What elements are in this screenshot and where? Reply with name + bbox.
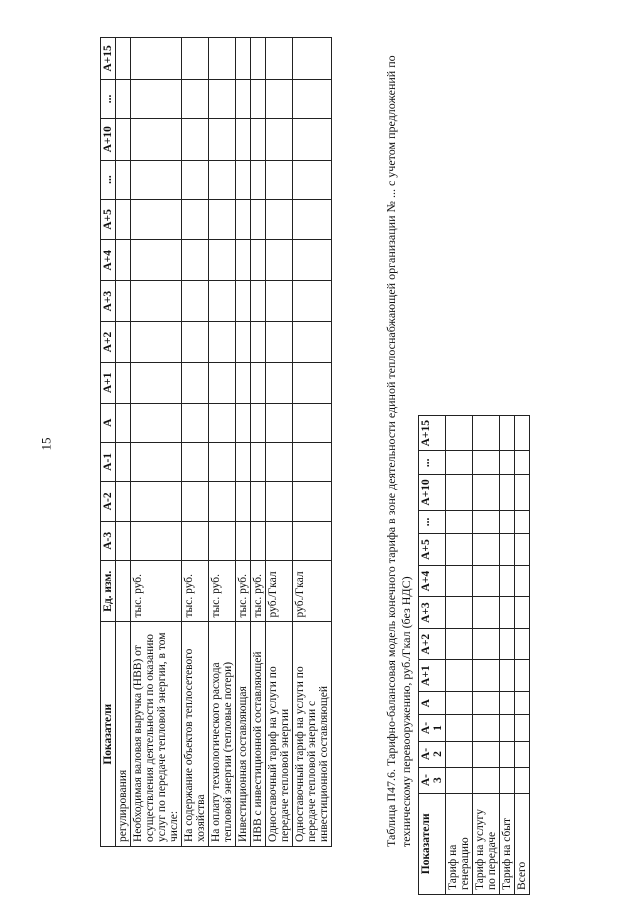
value-cell [473,628,500,660]
value-cell [515,660,530,692]
table-row [182,38,209,847]
value-cell [209,442,236,481]
tariff-table [100,37,332,847]
header-cell: A+10 [101,118,116,160]
value-cell [266,118,293,160]
value-cell [131,199,182,240]
value-cell [446,451,473,475]
value-cell [266,38,293,80]
value-cell [182,521,209,560]
value-cell [182,482,209,521]
unit-cell: руб./Гкал [266,561,293,622]
value-cell [500,691,515,715]
value-cell [251,118,266,160]
value-cell [251,79,266,118]
value-cell [182,160,209,199]
value-cell [182,240,209,281]
value-cell [236,442,251,481]
value-cell [500,767,515,793]
header-cell: A+3 [419,597,446,629]
header-cell: A+1 [101,362,116,403]
value-cell [236,38,251,80]
value-cell [251,160,266,199]
header-cell: A+5 [101,199,116,240]
table-header-row [101,38,116,847]
value-cell [209,322,236,363]
header-cell: A-1 [419,715,446,741]
header-cell: A [101,403,116,442]
value-cell [266,240,293,281]
value-cell [473,660,500,692]
value-cell [515,416,530,451]
indicator-cell: На оплату технологического расхода тепловой энергии (тепловые потери) [209,622,236,847]
value-cell [209,79,236,118]
indicator-cell: Тариф на генерацию [446,793,473,894]
value-cell [251,442,266,481]
value-cell [473,510,500,534]
value-cell [515,628,530,660]
value-cell [209,521,236,560]
value-cell [266,79,293,118]
value-cell [500,715,515,741]
table-row [116,38,131,847]
indicator-cell: На содержание объектов теплосетевого хозяйства [182,622,209,847]
indicator-cell: Инвестиционная составляющая [236,622,251,847]
value-cell [293,482,332,521]
table-row [236,38,251,847]
value-cell [515,715,530,741]
value-cell [236,240,251,281]
indicator-cell: Необходимая валовая выручка (НВВ) от осуществления деятельности по оказанию услуг по передаче тепловой энергии, в том числе: [131,622,182,847]
value-cell [236,281,251,322]
value-cell [182,322,209,363]
value-cell [446,691,473,715]
value-cell [293,322,332,363]
value-cell [182,442,209,481]
value-cell [251,199,266,240]
value-cell [116,160,131,199]
value-cell [209,482,236,521]
value-cell [293,442,332,481]
indicator-cell: Всего [515,793,530,894]
value-cell [131,521,182,560]
value-cell [446,741,473,767]
table-caption: Таблица П47.6. Тарифно-балансовая модель конечного тарифа в зоне деятельности единой теплоснабжающей организации № ... с учетом предложений по техническому перевооружению, руб./Гкал (без НДС) [384,55,413,847]
header-cell: Ед. изм. [101,561,116,622]
table-row [293,38,332,847]
header-cell: A+4 [419,565,446,597]
value-cell [116,482,131,521]
unit-cell [116,561,131,622]
value-cell [182,281,209,322]
header-cell: ... [101,79,116,118]
header-cell: A+3 [101,281,116,322]
table-row [446,416,473,895]
value-cell [293,118,332,160]
value-cell [446,475,473,510]
value-cell [209,362,236,403]
value-cell [293,403,332,442]
header-cell: A+1 [419,660,446,692]
value-cell [236,79,251,118]
value-cell [182,403,209,442]
value-cell [131,482,182,521]
table-row [515,416,530,895]
value-cell [251,482,266,521]
value-cell [209,281,236,322]
value-cell [293,199,332,240]
value-cell [116,79,131,118]
value-cell [209,403,236,442]
value-cell [515,451,530,475]
value-cell [116,442,131,481]
value-cell [473,767,500,793]
value-cell [236,403,251,442]
unit-cell: тыс. руб. [209,561,236,622]
value-cell [236,160,251,199]
value-cell [500,475,515,510]
value-cell [131,38,182,80]
value-cell [251,521,266,560]
header-cell: A+5 [419,534,446,566]
value-cell [131,362,182,403]
value-cell [131,403,182,442]
value-cell [473,715,500,741]
value-cell [116,322,131,363]
value-cell [446,416,473,451]
value-cell [209,240,236,281]
value-cell [182,118,209,160]
value-cell [515,597,530,629]
value-cell [236,362,251,403]
value-cell [293,79,332,118]
header-cell: A+10 [419,475,446,510]
value-cell [116,38,131,80]
value-cell [473,741,500,767]
value-cell [293,281,332,322]
value-cell [293,362,332,403]
value-cell [266,442,293,481]
value-cell [251,240,266,281]
value-cell [293,521,332,560]
value-cell [473,597,500,629]
header-cell: A-3 [419,767,446,793]
value-cell [500,510,515,534]
header-cell: ... [419,510,446,534]
value-cell [446,767,473,793]
value-cell [209,118,236,160]
value-cell [500,534,515,566]
header-cell: A-2 [101,482,116,521]
indicator-cell: НВВ с инвестиционной составляющей [251,622,266,847]
value-cell [293,240,332,281]
table-row [500,416,515,895]
value-cell [266,403,293,442]
value-cell [515,510,530,534]
value-cell [266,521,293,560]
unit-cell: тыс. руб. [131,561,182,622]
value-cell [131,322,182,363]
value-cell [446,715,473,741]
value-cell [116,403,131,442]
header-cell: Показатели [101,622,116,847]
value-cell [446,534,473,566]
value-cell [473,451,500,475]
table-row [251,38,266,847]
value-cell [515,741,530,767]
indicator-cell: Одноставочный тариф на услуги по передаче тепловой энергии [266,622,293,847]
unit-cell: тыс. руб. [182,561,209,622]
value-cell [515,691,530,715]
value-cell [116,199,131,240]
value-cell [116,281,131,322]
header-cell: A+2 [419,628,446,660]
value-cell [446,597,473,629]
value-cell [500,416,515,451]
value-cell [446,628,473,660]
value-cell [131,240,182,281]
table-header-row [419,416,446,895]
value-cell [473,565,500,597]
header-cell: A+15 [101,38,116,80]
value-cell [515,534,530,566]
page-number: 15 [38,437,54,451]
value-cell [500,660,515,692]
value-cell [236,482,251,521]
header-cell: A-3 [101,521,116,560]
value-cell [500,597,515,629]
value-cell [236,199,251,240]
value-cell [131,79,182,118]
indicator-cell: Одноставочный тариф на услуги по передаче тепловой энергии с инвестиционной составляющей [293,622,332,847]
value-cell [251,362,266,403]
value-cell [473,416,500,451]
value-cell [236,118,251,160]
value-cell [131,118,182,160]
value-cell [293,38,332,80]
unit-cell: тыс. руб. [251,561,266,622]
value-cell [251,403,266,442]
value-cell [500,741,515,767]
value-cell [473,691,500,715]
value-cell [251,281,266,322]
unit-cell: тыс. руб. [236,561,251,622]
table-row [209,38,236,847]
value-cell [266,482,293,521]
value-cell [131,442,182,481]
table-row [131,38,182,847]
value-cell [515,475,530,510]
value-cell [266,199,293,240]
value-cell [209,199,236,240]
value-cell [266,281,293,322]
value-cell [500,565,515,597]
header-cell: A [419,691,446,715]
value-cell [182,199,209,240]
value-cell [266,322,293,363]
table-row [473,416,500,895]
value-cell [266,160,293,199]
value-cell [116,362,131,403]
unit-cell: руб./Гкал [293,561,332,622]
value-cell [131,281,182,322]
value-cell [446,510,473,534]
value-cell [116,240,131,281]
value-cell [131,160,182,199]
value-cell [515,767,530,793]
value-cell [500,628,515,660]
value-cell [473,534,500,566]
indicator-cell: регулирования [116,622,131,847]
value-cell [236,521,251,560]
value-cell [251,322,266,363]
header-cell: A-1 [101,442,116,481]
final-tariff-table [418,415,530,895]
header-cell: A+15 [419,416,446,451]
value-cell [182,362,209,403]
header-cell: A+2 [101,322,116,363]
indicator-cell: Тариф на сбыт [500,793,515,894]
value-cell [293,160,332,199]
indicator-cell: Тариф на услугу по передаче [473,793,500,894]
header-cell: ... [419,451,446,475]
value-cell [446,565,473,597]
value-cell [116,521,131,560]
value-cell [515,565,530,597]
value-cell [251,38,266,80]
table-row [266,38,293,847]
header-cell: A+4 [101,240,116,281]
value-cell [116,118,131,160]
value-cell [446,660,473,692]
header-cell: Показатели [419,793,446,894]
header-cell: A-2 [419,741,446,767]
value-cell [500,451,515,475]
value-cell [236,322,251,363]
value-cell [266,362,293,403]
value-cell [209,160,236,199]
header-cell: ... [101,160,116,199]
value-cell [209,38,236,80]
value-cell [473,475,500,510]
value-cell [182,38,209,80]
value-cell [182,79,209,118]
